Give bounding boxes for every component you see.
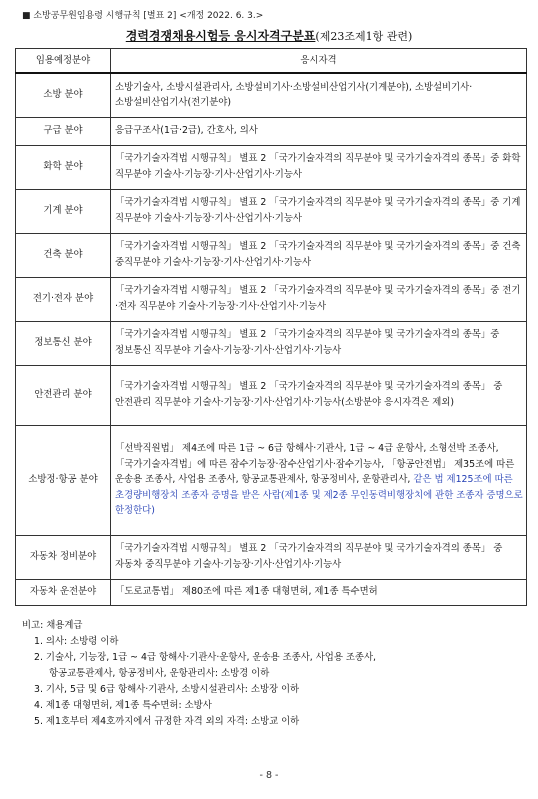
note-item: 3. 기사, 5급 및 6급 항해사·기관사, 소방시설관리사: 소방장 이하: [34, 684, 300, 695]
note-item: 2. 기술사, 기능장, 1급 ~ 4급 항해사·기관사·운항사, 운송용 조종사, 사업용 조종사,: [34, 652, 377, 663]
row-field: 정보통신 분야: [16, 321, 111, 365]
note-item-continuation: 항공교통관제사, 항공정비사, 운항관리사: 소방경 이하: [49, 668, 270, 679]
row-qualification: 「도로교통법」 제80조에 따른 제1종 대형면허, 제1종 특수면허: [111, 579, 527, 605]
row-qualification: 「국가기술자격법 시행규칙」 별표 2 「국가기술자격의 직무분야 및 국가기술자격의 종목」중 건축 중직무분야 기술사·기능장·기사·산업기사·기능사: [111, 233, 527, 277]
row-qualification: 소방기술사, 소방시설관리사, 소방설비기사·소방설비산업기사(기계분야), 소방설비기사·소방설비산업기사(전기분야): [111, 73, 527, 117]
notes-section: [22, 618, 376, 730]
title-sub: (제23조제1항 관련): [315, 30, 413, 43]
table-row: [16, 579, 527, 605]
row-qualification: 「국가기술자격법 시행규칙」 별표 2 「국가기술자격의 직무분야 및 국가기술자격의 종목」중 정보통신 직무분야 기술사·기능장·기사·산업기사·기능사: [111, 321, 527, 365]
qualification-table: [15, 48, 527, 606]
row-field: 구급 분야: [16, 117, 111, 145]
header-field: 임용예정분야: [16, 49, 111, 74]
note-item: 4. 제1종 대형면허, 제1종 특수면허: 소방사: [34, 700, 212, 711]
document-header: ■ 소방공무원임용령 시행규칙 [별표 2] <개정 2022. 6. 3.>: [22, 11, 264, 21]
table-row: [16, 365, 527, 425]
header-qualification: 응시자격: [111, 49, 527, 74]
page-number: - 8 -: [259, 770, 279, 781]
qualification-plain-text: 「선박직원법」 제4조에 따른 1급 ~ 6급 항해사·기관사, 1급 ~ 4급 운항사, 소형선박 조종사, 「국가기술자격법」에 따른 잠수기능장·잠수산업기사·잠수기능사, 「항공안전법」 제35조에 따른 운송용 조종사, 사업용 조종사, 항공교통관제사, 항공정비사, 운항관리사,: [115, 443, 515, 486]
notes-heading: 비고: 채용계급: [22, 620, 83, 631]
table-row: [16, 425, 527, 535]
note-item: 5. 제1호부터 제4호까지에서 규정한 자격 외의 자격: 소방교 이하: [34, 716, 300, 727]
row-field: 화학 분야: [16, 145, 111, 189]
row-field: 전기·전자 분야: [16, 277, 111, 321]
table-header-row: [16, 49, 527, 74]
row-field: 안전관리 분야: [16, 365, 111, 425]
row-field: 소방정·항공 분야: [16, 425, 111, 535]
note-item: 1. 의사: 소방령 이하: [34, 636, 119, 647]
table-row: [16, 535, 527, 579]
row-field: 기계 분야: [16, 189, 111, 233]
table-row: [16, 233, 527, 277]
row-field: 건축 분야: [16, 233, 111, 277]
row-qualification: 「국가기술자격법 시행규칙」 별표 2 「국가기술자격의 직무분야 및 국가기술자격의 종목」 중 자동차 중직무분야 기술사·기능장·기사·산업기사·기능사: [111, 535, 527, 579]
table-row: [16, 321, 527, 365]
table-row: [16, 277, 527, 321]
table-row: [16, 145, 527, 189]
row-field: 소방 분야: [16, 73, 111, 117]
row-qualification: [111, 425, 527, 535]
row-qualification: 응급구조사(1급·2급), 간호사, 의사: [111, 117, 527, 145]
row-field: 자동차 운전분야: [16, 579, 111, 605]
row-field: 자동차 정비분야: [16, 535, 111, 579]
table-row: [16, 189, 527, 233]
page-title: [0, 27, 538, 44]
row-qualification: 「국가기술자격법 시행규칙」 별표 2 「국가기술자격의 직무분야 및 국가기술자격의 종목」 중 안전관리 직무분야 기술사·기능장·기사·산업기사·기능사(소방분야 응시자격은 제외): [111, 365, 527, 425]
qualification-highlighted-text: 같은 법 제125조에 따른 초경량비행장치 조종자 증명을 받은 사람(제1종 및 제2종 무인동력비행장치에 관한 조종자 증명으로 한정한다): [115, 474, 523, 517]
table-row: [16, 73, 527, 117]
table-row: [16, 117, 527, 145]
row-qualification: 「국가기술자격법 시행규칙」 별표 2 「국가기술자격의 직무분야 및 국가기술자격의 종목」중 화학 직무분야 기술사·기능장·기사·산업기사·기능사: [111, 145, 527, 189]
title-main: 경력경쟁채용시험등 응시자격구분표: [125, 29, 316, 43]
row-qualification: 「국가기술자격법 시행규칙」 별표 2 「국가기술자격의 직무분야 및 국가기술자격의 종목」중 기계 직무분야 기술사·기능장·기사·산업기사·기능사: [111, 189, 527, 233]
row-qualification: 「국가기술자격법 시행규칙」 별표 2 「국가기술자격의 직무분야 및 국가기술자격의 종목」중 전기·전자 직무분야 기술사·기능장·기사·산업기사·기능사: [111, 277, 527, 321]
